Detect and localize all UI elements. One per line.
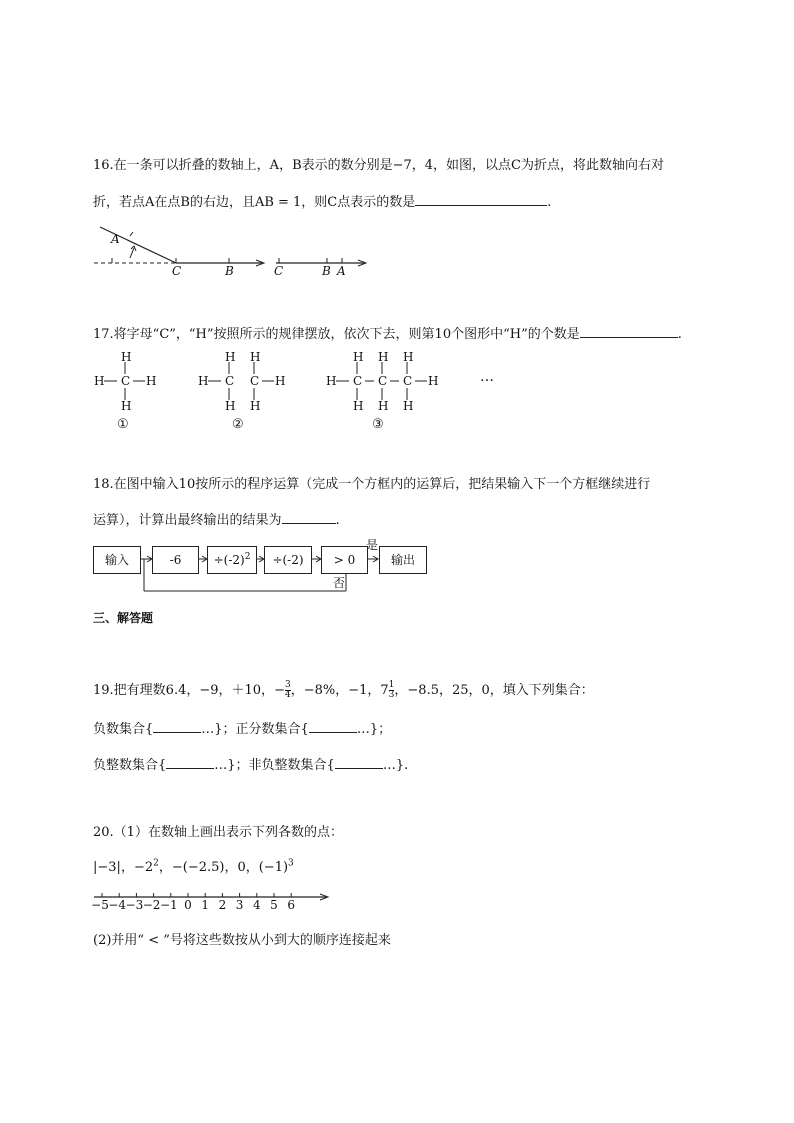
atom-h: H	[275, 374, 286, 388]
atom-h: H	[225, 350, 236, 364]
flow-step-minus6: -6	[152, 546, 199, 574]
atom-h: H	[403, 399, 414, 413]
atom-h: H	[121, 399, 132, 413]
q20-part2: (2)并用“ < ”号将这些数按从小到大的顺序连接起来	[93, 933, 391, 948]
flow-step-divide: ÷(-2)	[264, 546, 312, 574]
flow-step-divide-square: $\div(-2)^2$	[207, 546, 257, 574]
figure-label-1: ①	[117, 417, 129, 432]
atom-c: C	[225, 374, 235, 388]
atom-c: C	[378, 374, 388, 388]
atom-h: H	[326, 374, 337, 388]
q16-period: .	[547, 195, 552, 210]
negative-set-blank	[153, 720, 201, 733]
q20-line1: 20.（1）在数轴上画出表示下列各数的点：	[93, 825, 343, 840]
q18-line1: 18.在图中输入10按所示的程序运算（完成一个方框内的运算后，把结果输入下一个方框继续进行	[93, 477, 651, 492]
q16-label-a-folded: A	[111, 232, 120, 246]
atom-c: C	[121, 374, 131, 388]
q16-answer-blank	[415, 193, 547, 206]
atom-h: H	[378, 399, 389, 413]
q19-line1: 19.把有理数6.4，−9，＋10，− $\frac{3}{4}$ ，−8%，−1，7 $\frac{1}{3}$ ，−8.5，25，0，填入下列集合：	[93, 680, 594, 700]
atom-h: H	[353, 399, 364, 413]
atom-c: C	[403, 374, 413, 388]
axis-tick-label: 0	[184, 898, 192, 912]
axis-tick-label: −3	[125, 898, 144, 912]
axis-tick-label: 2	[218, 898, 227, 912]
continuation-ellipsis: …	[480, 369, 494, 385]
non-negative-integer-set-blank	[335, 756, 383, 769]
atom-h: H	[353, 350, 364, 364]
atom-h: H	[121, 350, 132, 364]
flow-output-box: 输出	[379, 546, 427, 574]
q17-text: 17.将字母“C”，“H”按照所示的规律摆放，依次下去，则第10个图形中“H”的个数是	[93, 327, 580, 342]
q16-label-b1: B	[225, 264, 234, 278]
negative-integer-set-blank	[166, 756, 214, 769]
section-title: 三、解答题	[93, 611, 154, 625]
q18-period: .	[335, 513, 340, 528]
axis-tick-label: −4	[108, 898, 127, 912]
atom-h: H	[94, 374, 105, 388]
atom-h: H	[250, 399, 261, 413]
axis-tick-label: 5	[270, 898, 278, 912]
q16-text: 折，若点A在点B的右边，且AB = 1，则C点表示的数是	[93, 195, 416, 210]
q18-answer-blank	[282, 511, 336, 524]
q19-row2: 负整数集合{ …}；非负整数集合{ …}.	[93, 758, 409, 773]
fraction-three-quarters: $\frac{3}{4}$	[284, 680, 291, 700]
axis-tick-label: −2	[142, 898, 161, 912]
q16-line1: 16.在一条可以折叠的数轴上，A，B表示的数分别是−7，4，如图，以点C为折点，将此数轴向右对	[93, 158, 664, 173]
flow-no-label: 否	[333, 576, 346, 590]
q19-row1: 负数集合{ …}；正分数集合{ …}；	[93, 722, 392, 737]
q20-expression: |−3|，$-2^2$，−(−2.5)，0，$(-1)^3$	[93, 858, 294, 875]
atom-h: H	[378, 350, 389, 364]
axis-tick-label: 6	[287, 898, 295, 912]
q17-molecule-bonds	[88, 348, 448, 418]
axis-tick-label: −1	[159, 898, 178, 912]
atom-h: H	[225, 399, 236, 413]
mixed-number-fraction: $\frac{1}{3}$	[388, 680, 395, 700]
atom-h: H	[428, 374, 439, 388]
atom-c: C	[250, 374, 260, 388]
q18-line2	[93, 511, 340, 529]
axis-tick-label: −5	[91, 898, 109, 912]
q18-text: 运算），计算出最终输出的结果为	[93, 513, 282, 528]
figure-label-3: ③	[372, 417, 384, 432]
q16-label-c2: C	[274, 264, 284, 278]
axis-tick-label: 3	[235, 898, 244, 912]
axis-tick-label: 4	[252, 898, 261, 912]
flow-yes-label: 是	[366, 538, 379, 552]
axis-tick-label: 1	[201, 898, 209, 912]
atom-c: C	[353, 374, 363, 388]
figure-label-2: ②	[232, 417, 244, 432]
q17-answer-blank	[580, 325, 678, 338]
q17-period: .	[677, 327, 682, 342]
flow-input-box: 输入	[93, 546, 141, 574]
flow-condition-box: > 0	[321, 546, 368, 574]
q16-label-b2: B	[322, 264, 331, 278]
atom-h: H	[146, 374, 157, 388]
atom-h: H	[198, 374, 209, 388]
q16-line2	[93, 193, 551, 211]
q16-label-c1: C	[172, 264, 182, 278]
q16-label-a2: A	[337, 264, 346, 278]
positive-fraction-set-blank	[309, 720, 357, 733]
q17-line	[93, 325, 682, 343]
atom-h: H	[403, 350, 414, 364]
atom-h: H	[250, 350, 261, 364]
